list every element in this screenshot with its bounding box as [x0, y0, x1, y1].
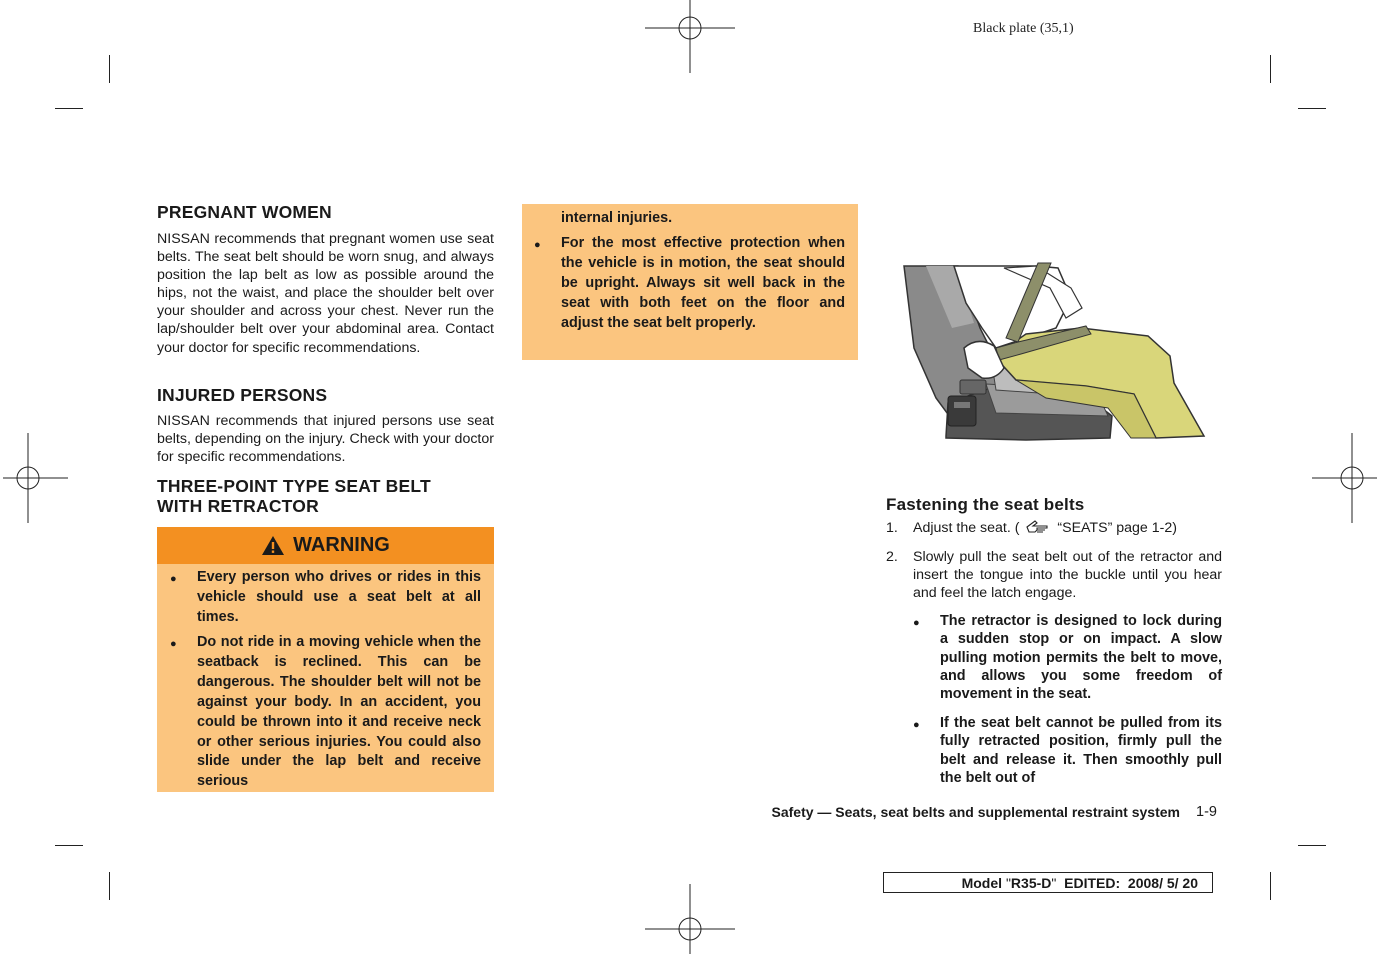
- registration-mark-icon: [645, 884, 735, 974]
- retractor-note: The retractor is designed to lock during a sudden stop or on impact. A slow pulling motion permits the belt to move, and allows you some freedom of movement in the seat.: [940, 613, 1222, 703]
- crop-mark: [1270, 872, 1271, 900]
- warning-header: [157, 527, 494, 564]
- warning-box: [157, 564, 494, 792]
- model-code: R35-D: [1010, 874, 1052, 891]
- heading-injured-persons: INJURED PERSONS: [157, 385, 328, 405]
- step-number: 2.: [886, 549, 898, 565]
- crop-mark: [109, 872, 110, 900]
- heading-fastening-seat-belts: Fastening the seat belts: [886, 495, 1085, 514]
- registration-mark-icon: [0, 433, 73, 523]
- step-2-text: Slowly pull the seat belt out of the retractor and insert the tongue into the buckle until you hear and feel the latch engage.: [913, 549, 1222, 601]
- bullet-icon: ●: [913, 617, 920, 629]
- model-edited-box: Model " R35-D " EDITED: 2008/ 5/ 20: [883, 872, 1213, 893]
- crop-mark: [55, 845, 83, 846]
- bullet-icon: ●: [913, 719, 920, 731]
- warning-item: Do not ride in a moving vehicle when the seatback is reclined. This can be dangerous. The shoulder belt will not be against your body. In an accident, you could be thrown into it and receive neck or other serious injuries. You could also slide under the lap belt and receive serious: [197, 634, 481, 790]
- warning-triangle-icon: [261, 535, 285, 556]
- page-reference-icon: [1025, 519, 1051, 535]
- bullet-icon: ●: [534, 239, 541, 251]
- plate-label: Black plate (35,1): [973, 21, 1074, 36]
- bullet-icon: ●: [170, 638, 177, 650]
- warning-box-continued: [522, 204, 858, 360]
- pregnant-women-text: NISSAN recommends that pregnant women use seat belts. The seat belt should be worn snug, and always position the lap belt as low as possible around the hips, not the waist, and place the shoulder belt over your shoulder and across your chest. Never run the lap/shoulder belt over your abdominal area. Contact your doctor for specific recommendations.: [157, 231, 494, 356]
- warning-item: For the most effective protection when the vehicle is in motion, the seat should be upright. Always sit well back in the seat with both feet on the floor and adjust the seat belt properly.: [561, 235, 845, 331]
- warning-continued-text: internal injuries.: [561, 210, 673, 226]
- page-number: 1-9: [1196, 804, 1217, 820]
- step-1-text: Adjust the seat. ( “SEATS” page 1-2): [913, 520, 1177, 536]
- injured-persons-text: NISSAN recommends that injured persons use seat belts, depending on the injury. Check with your doctor for specific recommendations.: [157, 413, 494, 466]
- registration-mark-icon: [645, 0, 735, 73]
- edited-date: EDITED: 2008/ 5/ 20: [1056, 874, 1198, 891]
- crop-mark: [109, 55, 110, 83]
- step-number: 1.: [886, 520, 898, 536]
- footer-section-title: Safety — Seats, seat belts and supplemental restraint system: [771, 804, 1180, 820]
- warning-item: Every person who drives or rides in this vehicle should use a seat belt at all times.: [197, 569, 481, 625]
- bullet-icon: ●: [170, 573, 177, 585]
- crop-mark: [1298, 845, 1326, 846]
- pull-belt-note: If the seat belt cannot be pulled from its fully retracted position, firmly pull the belt and release it. Then smoothly pull the belt out of: [940, 715, 1222, 786]
- seat-belt-fastening-illustration: [886, 208, 1223, 484]
- crop-mark: [1270, 55, 1271, 83]
- warning-label: WARNING: [293, 534, 390, 556]
- registration-mark-icon: [1307, 433, 1381, 523]
- heading-three-point-seat-belt: THREE-POINT TYPE SEAT BELT WITH RETRACTOR: [157, 476, 431, 516]
- heading-pregnant-women: PREGNANT WOMEN: [157, 202, 332, 222]
- crop-mark: [55, 108, 83, 109]
- crop-mark: [1298, 108, 1326, 109]
